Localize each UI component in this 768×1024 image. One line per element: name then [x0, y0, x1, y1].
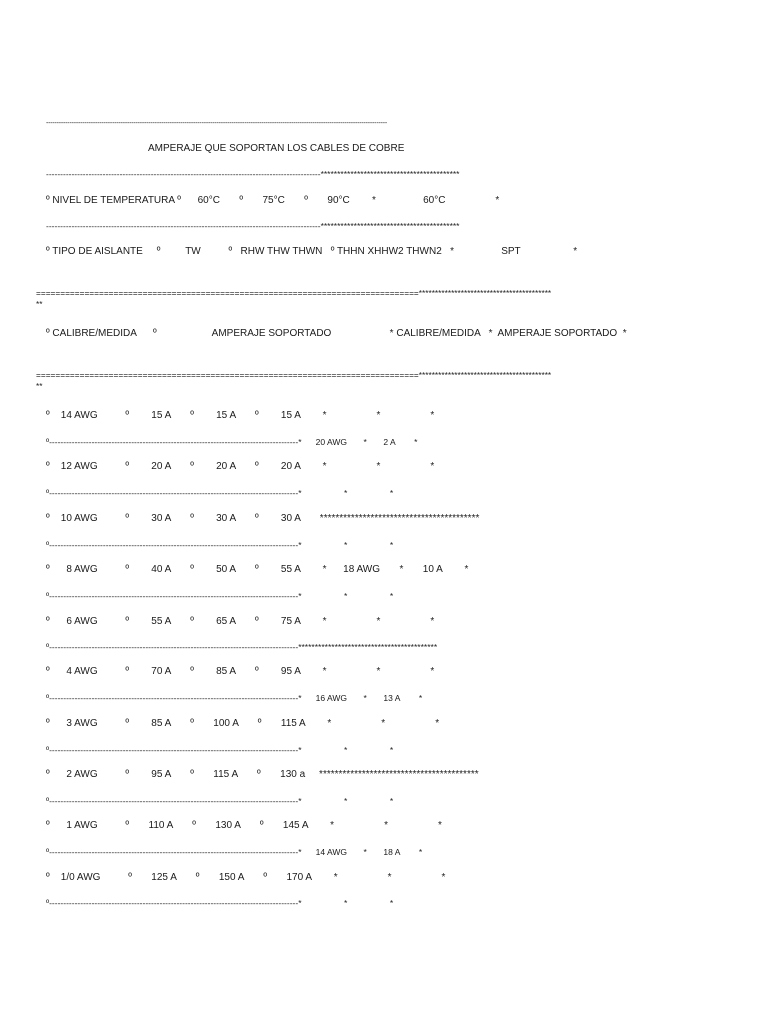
dash-star-rule: -------------------------------------------------------------------------------------------------****************************************** [46, 169, 460, 179]
table-row: º 8 AWG º 40 A º 50 A º 55 A * 18 AWG * 10 A * [46, 564, 469, 575]
document-title: AMPERAJE QUE SOPORTAN LOS CABLES DE COBRE [148, 143, 405, 154]
equals-star-rule-tail: ** [36, 299, 43, 309]
table-row: º 6 AWG º 55 A º 65 A º 75 A * * * [46, 616, 435, 627]
row-separator: º----------------------------------------------------------------------------------------* 16 AWG * 13 A * [46, 693, 423, 703]
insulation-header-row: º TIPO DE AISLANTE º TW º RHW THW THWN º THHN XHHW2 THWN2 * SPT * [46, 246, 578, 257]
table-row: º 14 AWG º 15 A º 15 A º 15 A * * * [46, 410, 435, 421]
row-separator: º----------------------------------------------------------------------------------------* * * [46, 745, 394, 755]
row-separator: º----------------------------------------------------------------------------------------* * * [46, 488, 394, 498]
temperature-header-row: º NIVEL DE TEMPERATURA º 60°C º 75°C º 90°C * 60°C * [46, 195, 500, 206]
row-separator: º----------------------------------------------------------------------------------------* * * [46, 540, 394, 550]
table-row: º 4 AWG º 70 A º 85 A º 95 A * * * [46, 666, 435, 677]
table-row: º 12 AWG º 20 A º 20 A º 20 A * * * [46, 461, 435, 472]
equals-star-rule-tail: ** [36, 381, 43, 391]
row-separator: º----------------------------------------------------------------------------------------* 14 AWG * 18 A * [46, 847, 423, 857]
row-separator: º----------------------------------------------------------------------------------------* * * [46, 796, 394, 806]
table-row: º 1/0 AWG º 125 A º 150 A º 170 A * * * [46, 872, 446, 883]
equals-star-rule: ===============================================================================***************************************** [36, 370, 552, 380]
equals-star-rule: ===============================================================================***************************************** [36, 288, 552, 298]
row-separator: º----------------------------------------------------------------------------------------* * * [46, 898, 394, 908]
dash-star-rule: -------------------------------------------------------------------------------------------------****************************************** [46, 221, 460, 231]
row-separator: º----------------------------------------------------------------------------------------* 20 AWG * 2 A * [46, 437, 418, 447]
dash-rule-top: ---------------------------------------------------------------------------------------------------------------------------------------------------------------- [46, 120, 387, 127]
row-separator: º----------------------------------------------------------------------------------------* * * [46, 591, 394, 601]
table-row: º 3 AWG º 85 A º 100 A º 115 A * * * [46, 718, 440, 729]
column-header-row: º CALIBRE/MEDIDA º AMPERAJE SOPORTADO * CALIBRE/MEDIDA * AMPERAJE SOPORTADO * [46, 328, 627, 339]
table-row: º 1 AWG º 110 A º 130 A º 145 A * * * [46, 820, 442, 831]
row-separator: º----------------------------------------------------------------------------------------****************************************** [46, 642, 438, 652]
table-row: º 2 AWG º 95 A º 115 A º 130 a ***************************************** [46, 769, 479, 780]
table-row: º 10 AWG º 30 A º 30 A º 30 A ***************************************** [46, 513, 480, 524]
